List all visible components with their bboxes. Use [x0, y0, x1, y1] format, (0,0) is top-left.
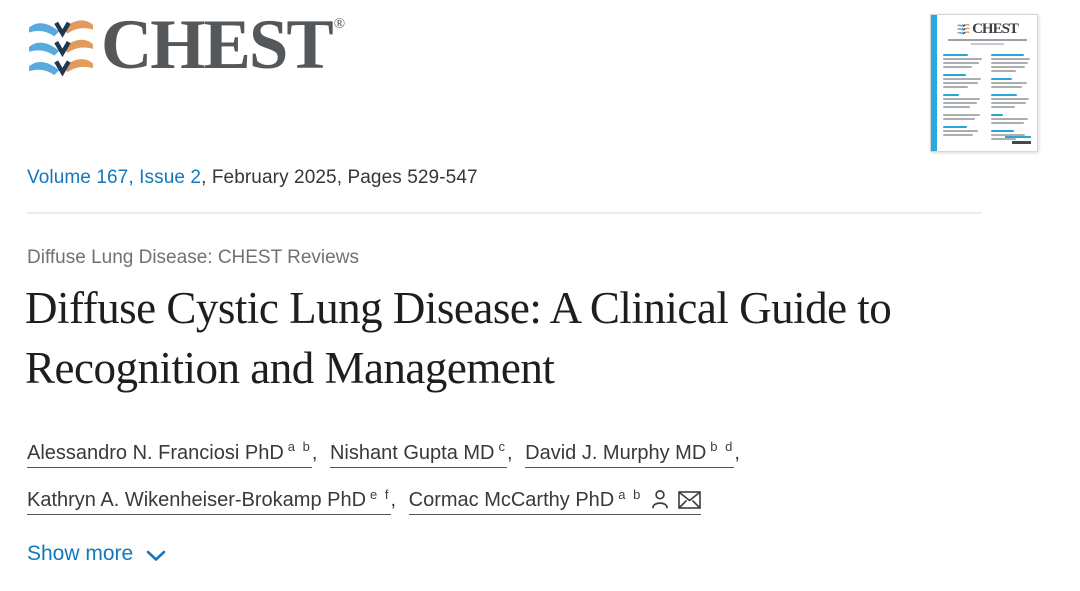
- toc-line: [991, 106, 1015, 108]
- author-affiliation-sup: b d: [710, 439, 735, 454]
- toc-line: [991, 54, 1024, 56]
- toc-line: [943, 94, 959, 96]
- toc-line: [991, 82, 1027, 84]
- toc-line: [943, 58, 982, 60]
- cover-footer-line: [1012, 141, 1031, 144]
- toc-line: [943, 66, 972, 68]
- registered-trademark: ®: [333, 16, 346, 32]
- toc-line: [943, 54, 968, 56]
- article-title: Diffuse Cystic Lung Disease: A Clinical Guide to Recognition and Management: [25, 283, 892, 393]
- show-more-label: Show more: [27, 542, 134, 565]
- toc-line: [991, 66, 1025, 68]
- toc-line: [991, 94, 1017, 96]
- cover-toc-column: [991, 52, 1032, 140]
- toc-line: [991, 62, 1028, 64]
- author-item: [27, 486, 403, 512]
- author-separator: ,: [734, 441, 740, 464]
- author-name: Cormac McCarthy PhD: [408, 489, 615, 512]
- cover-subtitle-line: [948, 39, 1026, 41]
- show-more-button[interactable]: [27, 542, 166, 566]
- author-name: Kathryn A. Wikenheiser-Brokamp PhD: [27, 489, 367, 512]
- author-item: [329, 439, 520, 464]
- author-link[interactable]: [27, 486, 391, 515]
- toc-line: [943, 62, 979, 64]
- toc-line: [991, 114, 1003, 116]
- cover-toc-column: [943, 52, 984, 140]
- author-link[interactable]: [27, 439, 312, 468]
- toc-line: [943, 86, 968, 88]
- toc-line: [943, 106, 970, 108]
- author-name: Alessandro N. Franciosi PhD: [27, 441, 284, 464]
- cover-issue-line: [971, 43, 1005, 45]
- toc-line: [943, 114, 980, 116]
- issue-date-pages: , February 2025, Pages 529-547: [201, 167, 478, 188]
- cover-footer-lines: [1005, 136, 1031, 144]
- toc-line: [943, 98, 980, 100]
- toc-line: [943, 74, 966, 76]
- author-link-corresponding[interactable]: [408, 486, 702, 515]
- toc-line: [943, 134, 973, 136]
- author-affiliation-sup: c: [498, 439, 507, 454]
- author-list: [27, 426, 912, 521]
- author-separator: ,: [507, 441, 513, 464]
- author-link[interactable]: [525, 439, 735, 468]
- cover-footer-line: [1005, 136, 1031, 138]
- toc-line: [943, 118, 975, 120]
- volume-issue-link[interactable]: Volume 167, Issue 2: [27, 167, 202, 188]
- toc-line: [991, 102, 1026, 104]
- author-affiliation-sup: e f: [370, 486, 391, 502]
- toc-line: [991, 130, 1014, 132]
- cover-stripe: [931, 15, 937, 151]
- toc-line: [943, 130, 978, 132]
- toc-line: [991, 118, 1028, 120]
- author-item: [27, 439, 324, 464]
- cover-table-of-contents: [943, 52, 1032, 140]
- toc-line: [943, 102, 977, 104]
- author-link[interactable]: [329, 439, 507, 468]
- logo-wordmark: CHEST: [101, 6, 332, 84]
- toc-line: [991, 122, 1024, 124]
- person-icon: [650, 489, 670, 509]
- toc-line: [991, 70, 1016, 72]
- toc-line: [991, 98, 1029, 100]
- journal-cover-thumbnail[interactable]: [930, 14, 1038, 152]
- toc-line: [991, 86, 1022, 88]
- envelope-icon: [678, 491, 701, 509]
- cover-logo: [943, 22, 1032, 36]
- toc-line: [991, 78, 1012, 80]
- chest-ribs-icon: [957, 23, 970, 35]
- chevron-down-icon: [146, 550, 166, 562]
- horizontal-divider: [27, 212, 982, 214]
- author-separator: ,: [390, 489, 397, 512]
- author-item: [408, 486, 709, 512]
- author-affiliation-sup: a b: [287, 439, 312, 454]
- toc-line: [943, 82, 978, 84]
- toc-line: [991, 58, 1030, 60]
- issue-citation-line: [27, 167, 478, 189]
- article-section-label: Diffuse Lung Disease: CHEST Reviews: [27, 247, 359, 268]
- cover-contents: [943, 22, 1032, 146]
- toc-line: [943, 78, 981, 80]
- author-name: David J. Murphy MD: [525, 441, 707, 464]
- chest-journal-logo[interactable]: [27, 6, 346, 84]
- chest-ribs-icon: [27, 17, 95, 77]
- cover-logo-wordmark: CHEST: [972, 21, 1018, 37]
- author-affiliation-sup: a b: [618, 486, 643, 502]
- author-name: Nishant Gupta MD: [329, 441, 495, 464]
- toc-line: [943, 126, 967, 128]
- author-separator: ,: [311, 441, 318, 464]
- author-item: [525, 439, 747, 464]
